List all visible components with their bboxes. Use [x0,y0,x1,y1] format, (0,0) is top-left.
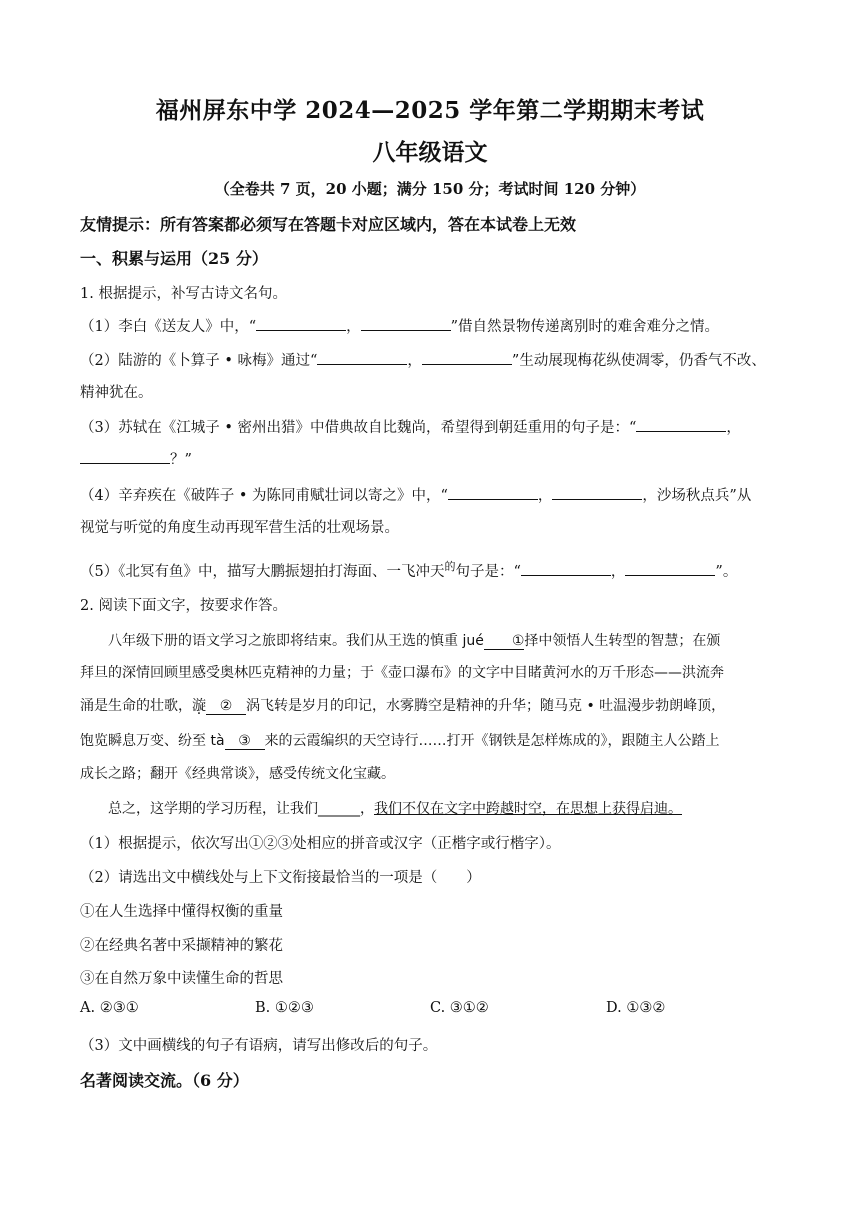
text: （3）苏轼在《江城子 • 密州出猎》中借典故自比魏尚，希望得到朝廷重用的句子是：“ [80,420,637,436]
answer-blank[interactable] [80,449,170,464]
section-heading: 一、积累与运用（25 分） [80,249,268,268]
passage-line-3 [80,695,792,715]
option-3: ③在自然万象中读懂生命的哲思 [80,971,283,987]
text: 涌是生命的壮歌， [80,698,192,714]
text: 涡飞转是岁月的印记，水雾腾空是精神的升华；随马克 • 吐温漫步勃朗峰顶， [246,698,726,714]
choice-a[interactable]: A. ②③① [80,1000,139,1016]
choice-d[interactable]: D. ①③② [606,1000,666,1016]
text: 总之，这学期的学习历程，让我们 [108,801,318,817]
text: 来的云霞编织的天空诗行……打开《钢铁是怎样炼成的》，跟随主人公踏上 [264,733,720,749]
passage-line-5: 成长之路；翻开《经典常谈》，感受传统文化宝藏。 [80,766,395,782]
text: （2）陆游的《卜算子 • 咏梅》通过“ [80,353,318,369]
option-2: ②在经典名著中采撷精神的繁花 [80,938,283,954]
text: ”。 [715,564,738,580]
answer-blank[interactable]: ③ [225,733,265,750]
question-2-sub-1: （1）根据提示，依次写出①②③处相应的拼音或汉字（正楷字或行楷字）。 [80,836,561,852]
choice-b[interactable]: B. ①②③ [255,1000,314,1016]
text: ？” [170,452,192,468]
text: ， [610,564,626,580]
answer-blank[interactable] [521,561,611,576]
question-1-item-3 [80,416,790,437]
text: 句子是：“ [455,564,521,580]
answer-blank[interactable] [361,316,451,331]
text: 八年级下册的语文学习之旅即将结束。我们从王选的慎重 jué [108,633,484,649]
text: ，沙场秋点兵”从 [642,488,752,504]
passage-line-6 [80,798,792,818]
section-heading-2: 名著阅读交流。（6 分） [80,1071,249,1090]
text: ， [346,319,361,335]
question-1-item-2 [80,349,790,370]
answer-blank[interactable] [625,561,715,576]
question-1-item-2-cont: 精神犹在。 [80,385,153,401]
text: ”借自然景物传递离别时的难舍难分之情。 [450,319,720,335]
text: 漩 [192,698,206,714]
answer-blank[interactable] [552,485,642,500]
answer-blank[interactable] [448,485,538,500]
answer-blank[interactable] [256,316,346,331]
passage-line-1 [80,630,792,650]
text: ， [537,488,553,504]
text: 饱览瞬息万变、纷至 tà [80,733,225,749]
option-1: ①在人生选择中懂得权衡的重量 [80,904,283,920]
question-1-item-4-cont: 视觉与听觉的角度生动再现军营生活的壮观场景。 [80,520,399,536]
friendly-tip: 友情提示：所有答案都必须写在答题卡对应区域内，答在本试卷上无效 [80,215,577,234]
question-1-stem: 1. 根据提示，补写古诗文名句。 [80,286,287,302]
text: 的 [444,560,456,573]
text: ， [360,801,374,817]
passage-line-4 [80,730,792,750]
text: 择中领悟人生转型的智慧；在颁 [524,633,721,649]
text: ， [726,420,741,436]
answer-blank[interactable]: ______ [318,801,360,817]
passage-line-2: 拜旦的深情回顾里感受奥林匹克精神的力量；于《壶口瀑布》的文字中目睹黄河水的万千形态——洪流奔 [80,665,724,681]
answer-blank[interactable]: ② [206,698,246,715]
question-1-item-1 [80,315,790,336]
question-1-item-3-cont [80,448,790,469]
text: ， [407,353,422,369]
answer-blank[interactable] [422,350,512,365]
question-2-sub-2: （2）请选出文中横线处与上下文衔接最恰当的一项是（ ） [80,870,481,886]
underlined-sentence: 我们不仅在文字中跨越时空，在思想上获得启迪。 [374,801,682,817]
exam-info: （全卷共 7 页，20 小题；满分 150 分；考试时间 120 分钟） [214,180,646,198]
text: （1）李白《送友人》中，“ [80,319,257,335]
question-2-stem: 2. 阅读下面文字，按要求作答。 [80,598,287,614]
question-1-item-4 [80,484,790,505]
answer-blank[interactable]: ① [484,633,525,650]
exam-title: 福州屏东中学 2024—2025 学年第二学期期末考试 [155,97,705,124]
choice-c[interactable]: C. ③①② [430,1000,489,1016]
answer-blank[interactable] [317,350,407,365]
exam-subtitle: 八年级语文 [372,139,488,166]
answer-blank[interactable] [636,417,726,432]
text: ”生动展现梅花纵使凋零，仍香气不改、 [511,353,766,369]
question-1-item-5 [80,558,790,581]
text: （4）辛弃疾在《破阵子 • 为陈同甫赋壮词以寄之》中，“ [80,488,448,504]
question-2-sub-3: （3）文中画横线的句子有语病，请写出修改后的句子。 [80,1038,438,1054]
text: （5）《北冥有鱼》中，描写大鹏振翅拍打海面、一飞冲天 [80,564,445,580]
